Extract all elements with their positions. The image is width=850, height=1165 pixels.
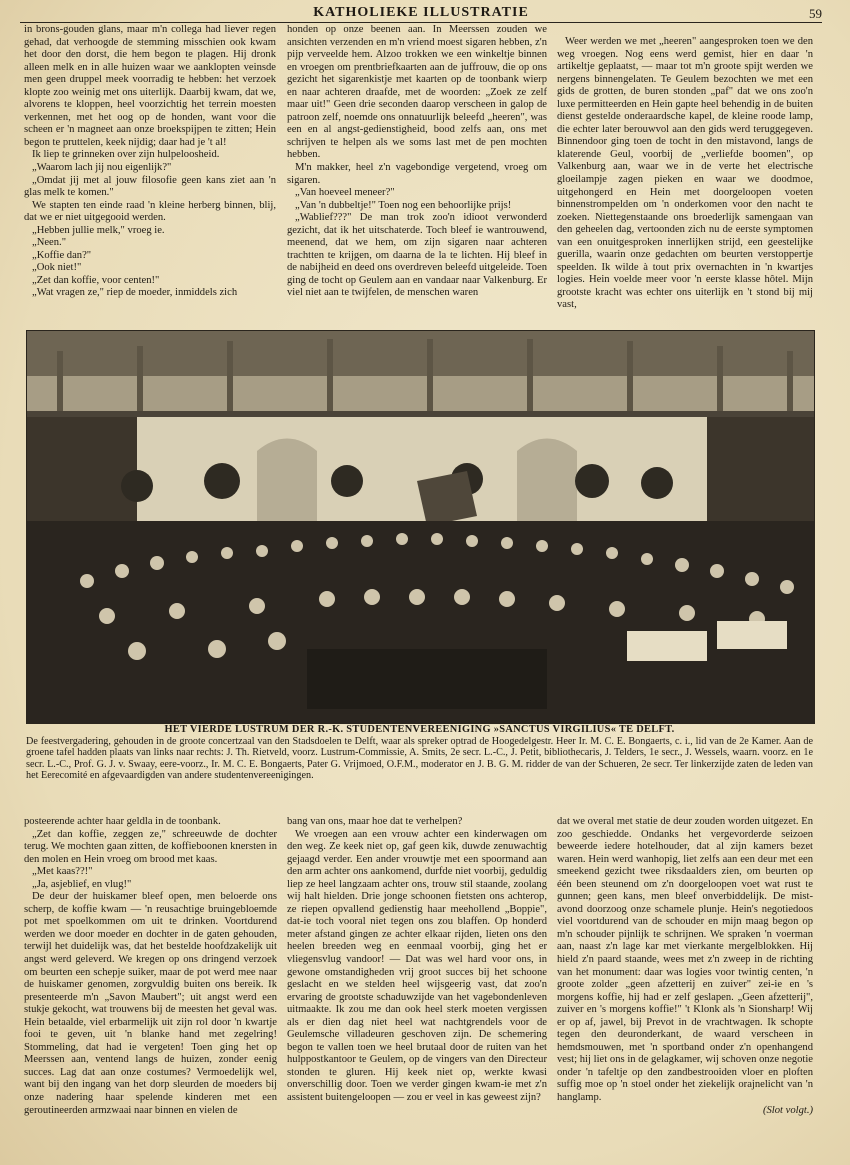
paragraph: „Neen." [32, 237, 67, 249]
paragraph: bang van ons, maar hoe dat te verhelpen? [287, 816, 463, 827]
paragraph: dat we overal met statie de deur zouden worden uitgezet. En zoo geschiedde. Ondanks het vergevorderde seizoen beweerde iedere hotelhouder, dat al zijn kamers bezet waren. Hein werd wanhopig, liet zelfs aan een deur met een smeekend gezicht twee riksdaalders zien, om beurten op één been steunend om z'n doorgeloopen voet wat rust te gunnen; geen kans, men bleef onverbiddelijk. De mist-avond doorzoog onze schamele plunje. Hein's negotiedoos viel voortdurend van de schouder en mijn maag begon op m'n schouder pijnlijk te schrijnen. We spraken 'n voerman aan, naast z'n lage kar met vierkante mergelblokken. Hij hield z'n paard staande, wees met z'n zweep in de richting van het monument: daar was logies voor twintig centen, 'n groote zolder „geen afzetterij en zuiver" zei-ie en 's morgens koffie, hij had er zelf geslapen. „Geen afzetterij", zuiver en 's morgens koffie!" 't Klonk als 'n Sionsharp! Wij er op af, jawel, bij Prevot in de vrachtwagen. Ik schopte tegen den deuronderkant, de waard verscheen in hemdsmouwen, met 'n sportband onder z'n openhangend vest; hij liet ons in de gelagkamer, wij schoven onze negotie onder 'n tafeltje op den zandbestrooiden vloer en ploften suffig moe op 'n stoel onder het ziekelijk orajnelicht van 'n hanglamp. [557, 816, 813, 1104]
paragraph: We stapten ten einde raad 'n kleine herberg binnen, blij, dat we er niet uitgegooid werden. [24, 199, 276, 224]
top-column-2 [287, 24, 547, 324]
paragraph: „Ja, asjeblief, en vlug!" [32, 878, 132, 890]
bottom-column-3 [557, 816, 813, 1161]
caption-text: De feestvergadering, gehouden in de groote concertzaal van den Stadsdoelen te Delft, waar als spreker optrad de Hoogedelgestr. Heer Ir. M. C. E. Bongaerts, c. i., lid van de 2e Kamer. Aan de groene tafel hadden plaats van links naar rechts: J. Th. Rietveld, voorz. Lustrum-Commissie, A. Smits, 2e secr. L.-C., J. Petit, bibliothecaris, J. Telders, 1e secr., J. Wessels, waarn. voorz. en 1e secr. L.-C., Prof. G. J. v. Swaay, eere-voorz., Ir. M. C. E. Bongaerts, Pater G. Vrijmoed, O.F.M., moderator en J. B. G. M. ridder de van der Schueren, 2e secr. Ter linkerzijde zaten de leden van het Eerecomité en afgevaardigden van andere studentenvereenigingen. [26, 735, 813, 782]
photo-caption [26, 724, 813, 782]
paragraph: „Van 'n dubbeltje!" Toen nog een behoorlijke prijs! [295, 199, 512, 211]
paragraph: We vroegen aan een vrouw achter een kinderwagen om den weg. Ze keek niet op, gaf geen kik, duwde zenuwachtig gejaagd verder. Een ander vrouwtje met een spoormand aan den arm achter ons aankomend, durfde niet voorbij, geduldig liep ze heel langzaam achter ons, trouw stil staande, zoolang wij halt hielden. Drie jonge schoonen fietsten ons achterop, ze riepen opvallend gedienstig haar meehollend „Boppie", dat-ie toch vooral niet tegen ons zou blaffen. Op honderd meter afstand gingen ze achter elkaar rijden, lieten ons den heelen breeden weg en eenmaal voorbij, ging het er vliegensvlug vandoor! — Dat was wel hard voor ons, in gewone omstandigheden vrij groot succes bij het schoone geslacht en we stelden heel wijsgeerig vast, dat zoo'n ervaring de grootste schaduwzijde van het vagebondenleven uitmaakte. Ik zou me dan ook heel sterk moeten vergissen als er dien dag niet heel wat nachtgrendels voor de Geulemsche villadeuren geschoven zijn. De schemering begon te vallen toen we heel brutaal door de ruiten van het hulppostkantoor te Geulem, op de vingers van den Directeur stonden te gluren. Hij keek niet op, werkte kwasi onverschillig door. Toen we verder gingen kwam-ie met z'n assistent buitengeloopen — zou er veel in kas geweest zijn? [287, 828, 547, 1104]
paragraph: „Koffie dan?" [32, 249, 92, 261]
to-be-continued: (Slot volgt.) [762, 1104, 813, 1116]
paragraph: „Omdat jij met al jouw filosofie geen kans ziet aan 'n glas melk te komen." [24, 174, 276, 199]
paragraph: „Met kaas??!" [32, 866, 93, 878]
paragraph: „Wablief???" De man trok zoo'n idioot verwonderd gezicht, dat ik het uitschaterde. Toch bleef ie wantrouwend, meenend, dat we hem, om zijn sigaren naar achteren trachtten te krijgen, om daarna de la te lichten. Hij bleef in de nabijheid en deed ons overdreven beleefd uitgeleide. Toen ging de tocht op Geulem aan en vandaar naar Valkenburg. Er viel niet aan te twijfelen, de menschen waren [287, 212, 547, 299]
paragraph: „Zet dan koffie, voor centen!" [32, 274, 160, 286]
paragraph: „Wat vragen ze," riep de moeder, inmiddels zich [32, 287, 238, 299]
paragraph: honden op onze beenen aan. In Meerssen zouden we ansichten verzenden en m'n vriend moest sigaren hebben, z'n pijp verveelde hem. Alzoo trokken we een winkeltje binnen en vroegen om prentbriefkaarten aan de juffrouw, die op ons gezicht het sigarenkistje met kaarten op de toonbank wierp en naar achteren draafde, met de woorden: „Zoek ze zelf maar uit!" Geen drie seconden daarop verscheen in galop de patroon zelf, noemde ons onnatuurlijk beleefd „heeren", was een en al angst-gedienstigheid, bood zelfs aan, ons met schrijven te helpen als we soms last met de pen mochten hebben. [287, 24, 547, 161]
page-number: 59 [809, 6, 822, 21]
paragraph: De deur der huiskamer bleef open, men beloerde ons scherp, de koffie kwam — 'n reusachtige bruingebloemde pot met spoelkommen om uit te drinken. Voortdurend werden we door moeder en dochter in de gaten gehouden, terwijl het duidelijk was, dat het bestelde hoofdzakelijk uit angst werd geleverd. We kregen op ons dringend verzoek om beurten een schepje suiker, maar de pot werd mee naar de huiskamer genomen, zorgvuldig buiten ons bereik. Ik presenteerde m'n „Savon Maubert"; uit angst werd een stukje gekocht, wat trouwens bij de meesten het geval was. Hein betaalde, viel erbarmelijk uit zijn rol door 'n kwartje fooi te geven, uit 'n blanke hand met zegelring! Stommeling, dat had ie vergeten! Toen ging het op Meerssen aan, ventend langs de huizen, zonder eenig succes. Lag dat aan onze costumes? Vermoedelijk wel, want bij den ingang van het dorp sleurden de moeders bij onze nadering haar spelende kinderen met een geroutineerden armzwaai naar binnen en vielen de [24, 891, 277, 1116]
group-photo-hall-icon [27, 331, 814, 723]
paragraph: „Van hoeveel meneer?" [295, 187, 395, 199]
paragraph: „Ook niet!" [32, 262, 82, 274]
paragraph: „Zet dan koffie, zeggen ze," schreeuwde de dochter terug. We mochten gaan zitten, de koffieboonen knersten in den molen en Hein vroeg om brood met kaas. [24, 828, 277, 865]
page-header [20, 4, 822, 23]
paragraph: in brons-gouden glans, maar m'n collega had liever regen gehad, dat verhoogde de stemming misschien ook kwam het door den dorst, die hem begon te plagen. Hij dronk alleen melk en in alle huizen waar we aanklopten veinsde men geen druppel meek voorradig te hebben: het verzoek klopte zoo weinig met ons uiterlijk. Daarbij kwam, dat we, alvorens te kloppen, heel voorzichtig het terrein moesten verkennen, met het oog op de honden, want voor die scheen er 'n magneet aan onze broekspijpen te zitten; Hein begon te pruttelen, keek nijdig; daar had je 't al! [24, 24, 276, 148]
paragraph: Weer werden we met „heeren" aangesproken toen we den weg vroegen. Nog eens werd gemist, hier en daar 'n artikeltje geplaatst, — maar tot m'n groote spijt werden we nergens binnengelaten. Te Geulem bezochten we met een gids de grotten, de buren stonden „paf" dat we ons zoo'n luxe permitteerden en Hein gapte heel behendig in de buiten dienst gestelde onderaardsche kapel, de kleine roode lamp, die echter later berouwvol aan den gids werd teruggegeven. Binnendoor ging toen de tocht in den mistavond, langs de klaterende Geul, voorbij de „verliefde boomen", op Valkenburg aan, waar we in de verte het electrische gloeilampje zagen pieken en waar we doodmoe, uitgehongerd en Hein met doorgeloopen voeten binnenstrompelden om 'n onderkomen voor den nacht te zoeken. Niettegenstaande ons broederlijk samengaan van den geheelen dag, vertoonden zich nu de eerste symptomen van een onuitgesproken innerlijken strijd, een geestelijke guerilla, waarin onze gedachten om beurten verstoppertje speelden. Ik wilde à tout prix overnachten in 'n kwartjes logies. Hein voelde meer voor 'n eerste klasse hôtel. Mijn grootste kracht was echter ons uiterlijk en 't stond bij mij vast, [557, 36, 813, 311]
paragraph: „Hebben jullie melk," vroeg ie. [32, 224, 165, 236]
top-column-1 [24, 24, 276, 324]
caption-title: HET VIERDE LUSTRUM DER R.-K. STUDENTENVEREENIGING »SANCTUS VIRGILIUS« TE DELFT. [164, 724, 675, 735]
bottom-column-2 [287, 816, 547, 1161]
paragraph: „Waarom lach jij nou eigenlijk?" [32, 162, 172, 174]
magazine-title: KATHOLIEKE ILLUSTRATIE [313, 5, 529, 20]
paragraph: posteerende achter haar geldla in de toonbank. [24, 816, 221, 827]
bottom-column-1 [24, 816, 277, 1161]
paragraph: M'n makker, heel z'n vagebondige vergetend, vroeg om sigaren. [287, 162, 547, 186]
paragraph: Ik liep te grinneken over zijn hulpeloosheid. [32, 149, 220, 161]
top-column-3 [557, 36, 813, 326]
group-photo [26, 330, 815, 724]
